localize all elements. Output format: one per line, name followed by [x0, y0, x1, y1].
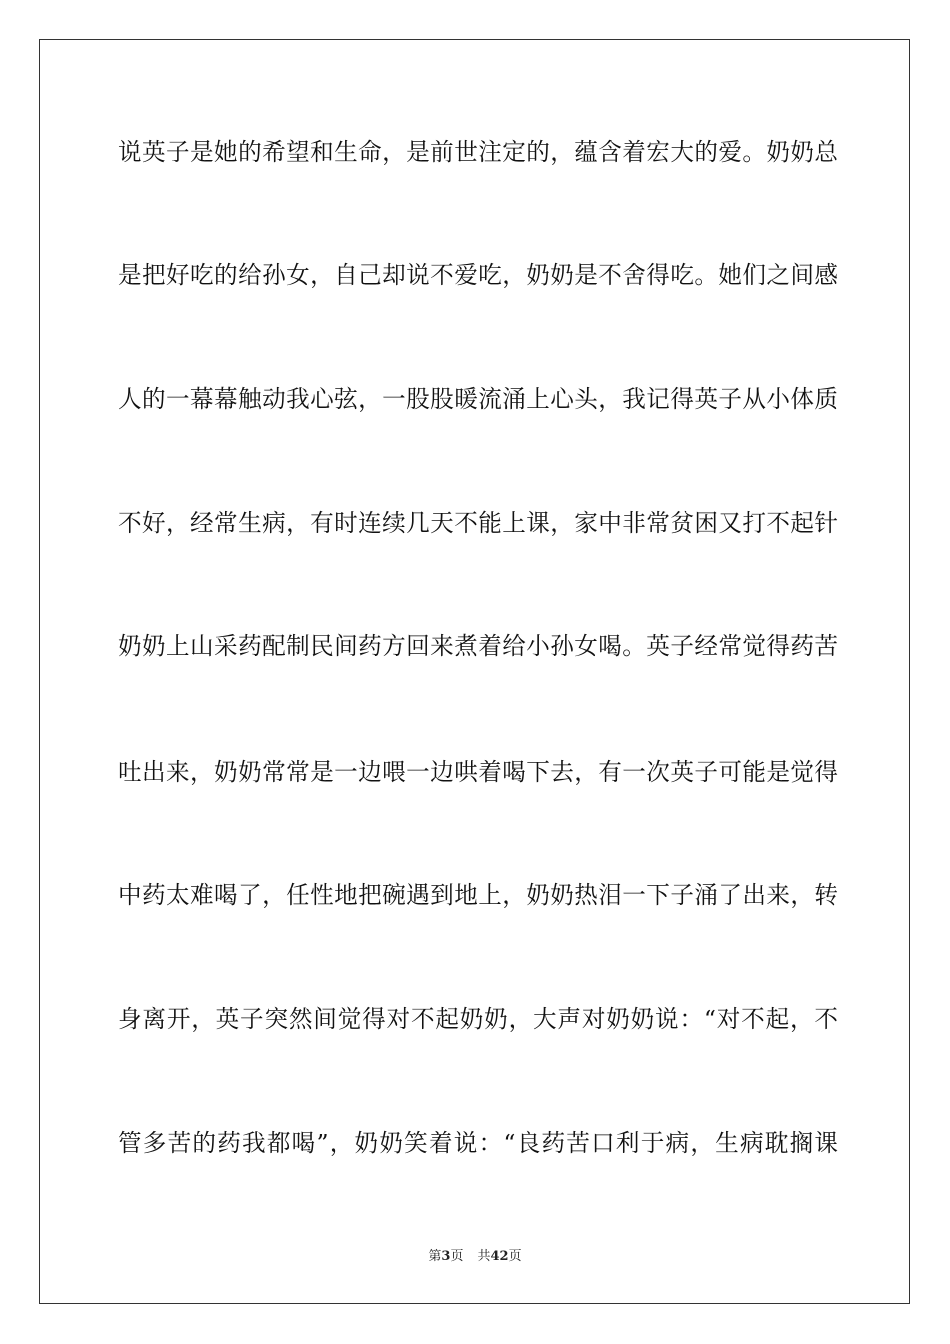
- page-suffix: 页: [450, 1249, 464, 1264]
- total-prefix: 共: [477, 1249, 491, 1264]
- page-number: 3: [441, 1249, 451, 1264]
- text-line-7: 中药太难喝了，任性地把碗遇到地上，奶奶热泪一下子涌了出来，转: [118, 881, 838, 909]
- page-footer: [0, 1248, 950, 1266]
- text-line-2: 是把好吃的给孙女，自己却说不爱吃，奶奶是不舍得吃。她们之间感: [118, 261, 838, 289]
- total-pages: 42: [490, 1249, 509, 1264]
- total-suffix: 页: [508, 1249, 522, 1264]
- page-prefix: 第: [428, 1249, 442, 1264]
- text-line-4: 不好，经常生病，有时连续几天不能上课，家中非常贫困又打不起针: [118, 509, 838, 537]
- page-border: [39, 39, 910, 1304]
- text-line-6: 吐出来，奶奶常常是一边喂一边哄着喝下去，有一次英子可能是觉得: [118, 758, 838, 786]
- text-line-9: 管多苦的药我都喝”，奶奶笑着说：“良药苦口利于病，生病耽搁课: [118, 1129, 838, 1157]
- text-line-5: 奶奶上山采药配制民间药方回来煮着给小孙女喝。英子经常觉得药苦: [118, 632, 838, 660]
- text-line-3: 人的一幕幕触动我心弦，一股股暖流涌上心头，我记得英子从小体质: [118, 385, 838, 413]
- text-line-8: 身离开，英子突然间觉得对不起奶奶，大声对奶奶说：“对不起，不: [118, 1005, 838, 1033]
- text-line-1: 说英子是她的希望和生命，是前世注定的，蕴含着宏大的爱。奶奶总: [118, 138, 838, 166]
